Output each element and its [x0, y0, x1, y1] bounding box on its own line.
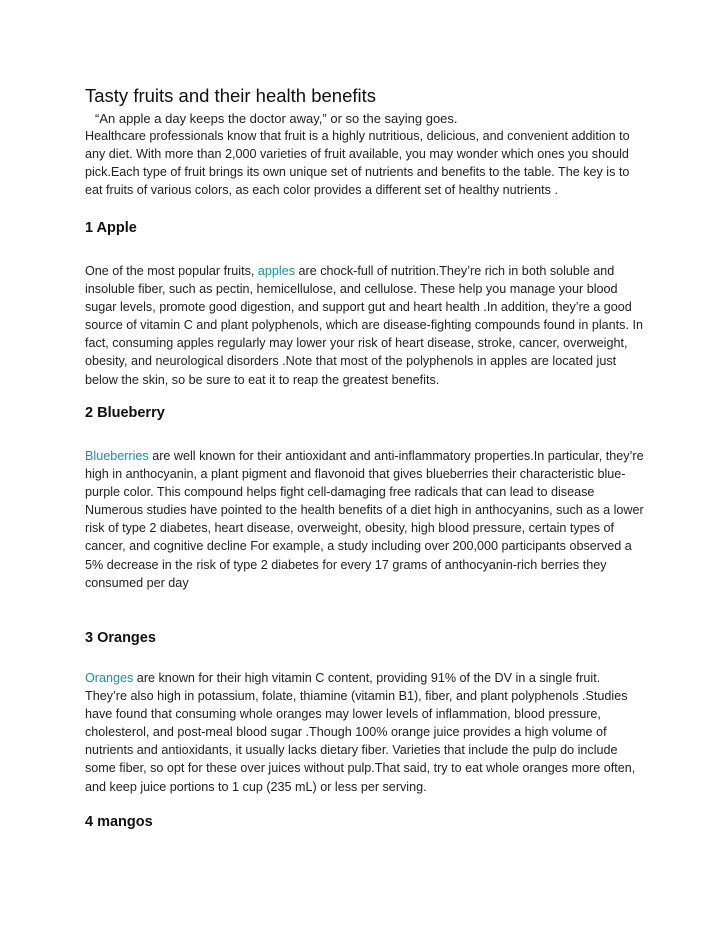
- blueberries-link[interactable]: Blueberries: [85, 449, 149, 463]
- apple-body-text: are chock-full of nutrition.They’re rich in both soluble and insoluble fiber, such as pectin, hemicellulose, and cellulose. These help you manage your blood sugar levels, promote good digestion, and support gut and heart health .In addition, they’re a good source of vitamin C and plant polyphenols, which are disease-fighting compounds found in plants. In fact, consuming apples regularly may lower your risk of heart disease, stroke, cancer, overweight, obesity, and neurological disorders .Note that most of the polyphenols in apples are located just below the skin, so be sure to eat it to reap the greatest benefits.: [85, 264, 643, 387]
- oranges-link[interactable]: Oranges: [85, 671, 134, 685]
- page-title: Tasty fruits and their health benefits: [85, 85, 377, 106]
- blueberry-paragraph: [85, 447, 645, 592]
- oranges-paragraph: [85, 669, 645, 796]
- apple-paragraph: [85, 262, 645, 389]
- apple-lead-text: One of the most popular fruits,: [85, 264, 258, 278]
- apples-link[interactable]: apples: [257, 264, 296, 278]
- oranges-body-text: are known for their high vitamin C content, providing 91% of the DV in a single fruit. They’re also high in potassium, folate, thiamine (vitamin B1), fiber, and plant polyphenols .Studies have found that consuming whole oranges may lower levels of inflammation, blood pressure, cholesterol, and post-meal blood sugar .Though 100% orange juice provides a high volume of nutrients and antioxidants, it usually lacks dietary fiber. Varieties that include the pulp do include some fiber, so opt for these over juices without pulp.That said, try to eat whole oranges more often, and keep juice portions to 1 cup (235 mL) or less per serving.: [85, 671, 636, 794]
- heading-mangos: 4 mangos: [85, 814, 153, 830]
- heading-apple: 1 Apple: [85, 220, 137, 236]
- heading-oranges: 3 Oranges: [85, 630, 156, 646]
- intro-quote: “An apple a day keeps the doctor away,” or so the saying goes.: [95, 111, 458, 126]
- intro-paragraph: Healthcare professionals know that fruit is a highly nutritious, delicious, and convenient addition to any diet. With more than 2,000 varieties of fruit available, you may wonder which ones you should pick.Each type of fruit brings its own unique set of nutrients and benefits to the table. The key is to eat fruits of various colors, as each color provides a different set of healthy nutrients .: [85, 129, 630, 197]
- blueberry-body-text: are well known for their antioxidant and anti-inflammatory properties.In particular, they’re high in anthocyanin, a plant pigment and flavonoid that gives blueberries their characteristic blue-purple color. This compound helps fight cell-damaging free radicals that can lead to disease Numerous studies have pointed to the health benefits of a diet high in anthocyanins, such as a lower risk of type 2 diabetes, heart disease, overweight, obesity, high blood pressure, certain types of cancer, and cognitive decline For example, a study including over 200,000 participants observed a 5% decrease in the risk of type 2 diabetes for every 17 grams of anthocyanin-rich berries they consumed per day: [85, 449, 644, 590]
- heading-blueberry: 2 Blueberry: [85, 405, 165, 421]
